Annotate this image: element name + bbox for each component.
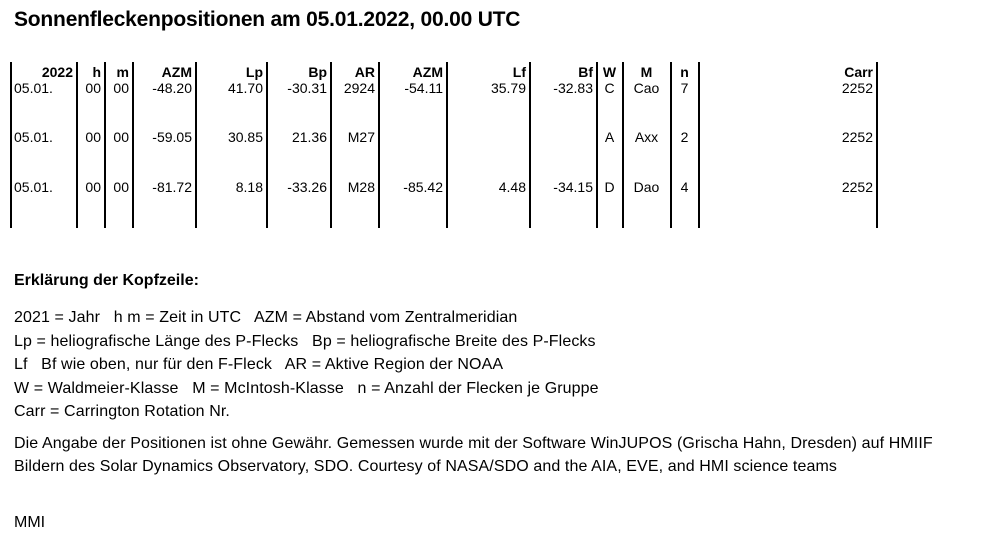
legend-block bbox=[14, 306, 599, 424]
header-lf: Lf bbox=[447, 62, 530, 80]
header-azm-p: AZM bbox=[133, 62, 196, 80]
header-carrington: Carr bbox=[699, 62, 877, 80]
cell-ar: 2924 bbox=[331, 80, 379, 129]
cell-ar: M27 bbox=[331, 129, 379, 178]
cell-lf: 4.48 bbox=[447, 179, 530, 228]
cell-count: 7 bbox=[671, 80, 699, 129]
cell-date: 05.01. bbox=[11, 129, 77, 178]
cell-carrington: 2252 bbox=[699, 129, 877, 178]
cell-bf: -32.83 bbox=[530, 80, 597, 129]
cell-bf: -34.15 bbox=[530, 179, 597, 228]
cell-minute: 00 bbox=[105, 80, 133, 129]
sunspot-positions-table bbox=[10, 62, 878, 228]
cell-mcintosh: Cao bbox=[623, 80, 671, 129]
header-count: n bbox=[671, 62, 699, 80]
legend-line: Lf Bf wie oben, nur für den F-Fleck AR = Aktive Region der NOAA bbox=[14, 356, 504, 373]
cell-bp: 21.36 bbox=[267, 129, 331, 178]
cell-lp: 30.85 bbox=[196, 129, 267, 178]
legend-title: Erklärung der Kopfzeile: bbox=[14, 272, 199, 289]
header-hour: h bbox=[77, 62, 105, 80]
header-bp: Bp bbox=[267, 62, 331, 80]
cell-azm-p: -48.20 bbox=[133, 80, 196, 129]
header-lp: Lp bbox=[196, 62, 267, 80]
cell-waldmeier: D bbox=[597, 179, 623, 228]
header-waldmeier: W bbox=[597, 62, 623, 80]
header-ar: AR bbox=[331, 62, 379, 80]
cell-count: 2 bbox=[671, 129, 699, 178]
cell-hour: 00 bbox=[77, 129, 105, 178]
header-mcintosh: M bbox=[623, 62, 671, 80]
disclaimer-text: Die Angabe der Positionen ist ohne Gewähr. Gemessen wurde mit der Software WinJUPOS (Grischa Hahn, Dresden) auf HMIIF Bildern des Solar Dynamics Observatory, SDO. Courtesy of NASA/SDO and the AIA, EVE, and HMI science teams bbox=[14, 435, 933, 475]
cell-lp: 8.18 bbox=[196, 179, 267, 228]
cell-carrington: 2252 bbox=[699, 80, 877, 129]
table-row bbox=[11, 80, 877, 129]
cell-bp: -33.26 bbox=[267, 179, 331, 228]
header-bf: Bf bbox=[530, 62, 597, 80]
legend-line: Carr = Carrington Rotation Nr. bbox=[14, 403, 230, 420]
cell-azm-f bbox=[379, 129, 447, 178]
cell-azm-p: -81.72 bbox=[133, 179, 196, 228]
header-minute: m bbox=[105, 62, 133, 80]
cell-mcintosh: Axx bbox=[623, 129, 671, 178]
cell-hour: 00 bbox=[77, 179, 105, 228]
cell-hour: 00 bbox=[77, 80, 105, 129]
legend-line: W = Waldmeier-Klasse M = McIntosh-Klasse n = Anzahl der Flecken je Gruppe bbox=[14, 379, 599, 397]
table-row bbox=[11, 179, 877, 228]
cell-ar: M28 bbox=[331, 179, 379, 228]
cell-bp: -30.31 bbox=[267, 80, 331, 129]
cell-azm-f: -54.11 bbox=[379, 80, 447, 129]
cell-lf: 35.79 bbox=[447, 80, 530, 129]
cell-mcintosh: Dao bbox=[623, 179, 671, 228]
cell-count: 4 bbox=[671, 179, 699, 228]
cell-bf bbox=[530, 129, 597, 178]
cell-minute: 00 bbox=[105, 179, 133, 228]
page-title: Sonnenfleckenpositionen am 05.01.2022, 00.00 UTC bbox=[14, 8, 521, 31]
cell-lp: 41.70 bbox=[196, 80, 267, 129]
cell-azm-f: -85.42 bbox=[379, 179, 447, 228]
author-initials: MMI bbox=[14, 514, 46, 531]
cell-azm-p: -59.05 bbox=[133, 129, 196, 178]
cell-date: 05.01. bbox=[11, 80, 77, 129]
header-azm-f: AZM bbox=[379, 62, 447, 80]
cell-lf bbox=[447, 129, 530, 178]
cell-date: 05.01. bbox=[11, 179, 77, 228]
table-header-row bbox=[11, 62, 877, 80]
legend-line: 2021 = Jahr h m = Zeit in UTC AZM = Abstand vom Zentralmeridian bbox=[14, 309, 518, 326]
legend-line: Lp = heliografische Länge des P-Flecks Bp = heliografische Breite des P-Flecks bbox=[14, 332, 596, 350]
sunspot-table-container bbox=[10, 62, 876, 228]
cell-waldmeier: A bbox=[597, 129, 623, 178]
cell-carrington: 2252 bbox=[699, 179, 877, 228]
cell-waldmeier: C bbox=[597, 80, 623, 129]
cell-minute: 00 bbox=[105, 129, 133, 178]
table-row bbox=[11, 129, 877, 178]
header-year: 2022 bbox=[11, 62, 77, 80]
